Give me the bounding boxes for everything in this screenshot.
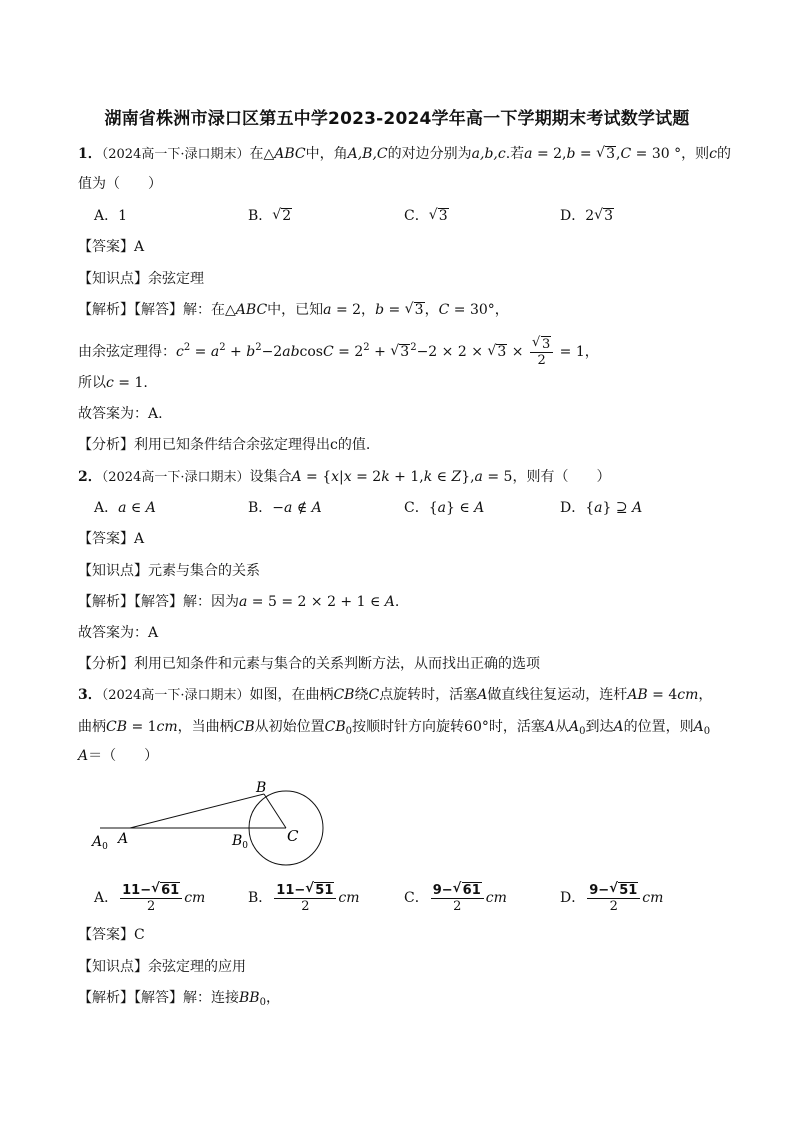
q2-answer: 【答案】A [78, 531, 145, 547]
label-a0: $A_0$ [92, 834, 108, 852]
q3-answer: 【答案】C [78, 927, 145, 943]
q1-conclusion: 故答案为：A. [78, 406, 163, 422]
q1-answer: 【答案】A [78, 239, 145, 255]
q2-option-a: A．a ∈ A [94, 500, 156, 516]
q3-stem: 3．（2024高一下·渌口期末）如图，在曲柄CB绕C点旋转时，活塞A做直线往复运动，连杆AB = 4cm， [78, 687, 713, 703]
q3-solution: 【解析】【解答】解：连接$BB_0$， [78, 990, 280, 1008]
q1-number: 1． [78, 146, 102, 162]
q1-solution-3: 所以c = 1. [78, 375, 148, 391]
q2-solution: 【解析】【解答】解：因为a = 5 = 2 × 2 + 1 ∈ A. [78, 594, 400, 610]
q2-option-d: D．{a} ⊇ A [560, 500, 643, 516]
q2-option-c: C．{a} ∈ A [404, 500, 485, 516]
label-b: B [256, 780, 267, 796]
q3-option-d: D． $\frac{9-√ 51}{2}$ cm [560, 882, 663, 914]
q1-knowledge: 【知识点】余弦定理 [78, 271, 204, 287]
q2-analysis: 【分析】利用已知条件和元素与集合的关系判断方法，从而找出正确的选项 [78, 656, 540, 672]
q1-option-d: D．2√ 3 [560, 206, 614, 226]
q1-solution-1: 【解析】【解答】解：在△ABC中，已知a = 2，b = √ 3，C = 30°， [78, 300, 509, 320]
crank-cb [264, 794, 286, 828]
q1-source: （2024高一下·渌口期末） [101, 147, 250, 162]
q2-number: 2． [78, 469, 102, 485]
label-c: C [287, 827, 299, 845]
q2-conclusion: 故答案为：A [78, 625, 159, 641]
q2-knowledge: 【知识点】元素与集合的关系 [78, 563, 260, 579]
q1-stem: 1．（2024高一下·渌口期末）在△ABC中，角A,B,C的对边分别为a,b,c.若a = 2,b = √ 3,C = 30 °，则c的 [78, 144, 731, 165]
label-a: A [118, 831, 129, 847]
q1-solution-2: 由余弦定理得：$c^2 = a^2 + b^2-2abcosC = 2^2$ + √ $3^2-2 \times 2$ × √ 3 × √ $\frac{3}{2}$ = 1， [78, 336, 599, 368]
q3-source: （2024高一下·渌口期末） [101, 688, 250, 703]
page-title: 湖南省株洲市渌口区第五中学2023-2024学年高一下学期期末考试数学试题 [104, 109, 690, 129]
crank-piston-diagram [88, 778, 338, 868]
q3-stem-line3: A＝（ ） [78, 748, 159, 764]
q3-option-a: A． $\frac{11-√ 61}{2}$ cm [94, 882, 205, 914]
q1-option-c: C．√ 3 [404, 206, 449, 226]
q1-option-b: B．√ 2 [248, 206, 292, 226]
q3-knowledge: 【知识点】余弦定理的应用 [78, 959, 246, 975]
q3-option-c: C． $\frac{9-√ 61}{2}$ cm [404, 882, 507, 914]
q2-option-b: B．−a ∉ A [248, 500, 322, 516]
q3-number: 3． [78, 687, 102, 703]
q3-stem-line2: 曲柄CB = 1cm，当曲柄CB从初始位置$CB_0$按顺时针方向旋转60°时，活塞A从$A_0$到达A的位置，则$A_0$ [78, 719, 711, 737]
q1-stem-line2: 值为（ ） [78, 176, 162, 192]
q2-stem: 2．（2024高一下·渌口期末）设集合A = {x|x = 2k + 1,k ∈ Z},a = 5，则有（ ） [78, 469, 611, 485]
q1-analysis: 【分析】利用已知条件结合余弦定理得出c的值. [78, 437, 371, 453]
q3-option-b: B． $\frac{11-√ 51}{2}$ cm [248, 882, 360, 914]
q2-source: （2024高一下·渌口期末） [101, 470, 250, 485]
connecting-rod-ab [130, 794, 264, 828]
label-b0: $B_0$ [232, 833, 249, 851]
q1-option-a: A．1 [94, 208, 128, 224]
